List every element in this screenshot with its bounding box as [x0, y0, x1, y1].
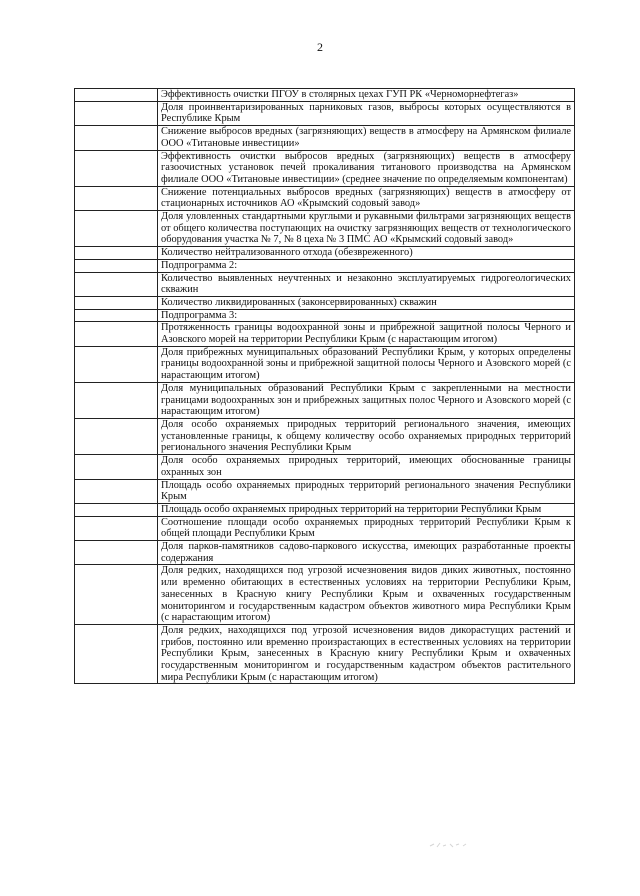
- indicator-cell: Количество выявленных неучтенных и незаконно эксплуатируемых гидрогеологических скважин: [158, 272, 575, 296]
- table-row: [75, 150, 575, 186]
- indicator-cell: Количество нейтрализованного отхода (обезвреженного): [158, 247, 575, 260]
- indicator-cell: Доля парков-памятников садово-паркового искусства, имеющих разработанные проекты содержания: [158, 541, 575, 565]
- empty-cell: [75, 516, 158, 540]
- empty-cell: [75, 259, 158, 272]
- indicator-cell: Доля проинвентаризированных парниковых газов, выбросы которых осуществляются в Республике Крым: [158, 101, 575, 125]
- indicator-cell: Эффективность очистки ПГОУ в столярных цехах ГУП РК «Черноморнефтегаз»: [158, 89, 575, 102]
- indicator-cell: Соотношение площади особо охраняемых природных территорий Республики Крым к общей площади Республики Крым: [158, 516, 575, 540]
- empty-cell: [75, 503, 158, 516]
- table-row: [75, 565, 575, 625]
- empty-cell: [75, 186, 158, 210]
- empty-cell: [75, 101, 158, 125]
- subprogram-heading: Подпрограмма 3:: [158, 309, 575, 322]
- table-row: [75, 309, 575, 322]
- table-row: [75, 101, 575, 125]
- table-row: [75, 455, 575, 479]
- empty-cell: [75, 272, 158, 296]
- empty-cell: [75, 418, 158, 454]
- table-row: [75, 211, 575, 247]
- indicator-table: [74, 88, 575, 684]
- table-row: [75, 259, 575, 272]
- empty-cell: [75, 455, 158, 479]
- empty-cell: [75, 479, 158, 503]
- table-row: [75, 126, 575, 150]
- table-row: [75, 541, 575, 565]
- indicator-cell: Эффективность очистки выбросов вредных (загрязняющих) веществ в атмосферу газоочистных установок печей прокаливания титанового производства на Армянском филиале ООО «Титановые инвестиции» (среднее значение по определяемым компонентам): [158, 150, 575, 186]
- indicator-cell: Снижение потенциальных выбросов вредных (загрязняющих) веществ в атмосферу от стационарных источников АО «Крымский содовый завод»: [158, 186, 575, 210]
- empty-cell: [75, 382, 158, 418]
- indicator-cell: Площадь особо охраняемых природных территорий на территории Республики Крым: [158, 503, 575, 516]
- indicator-cell: Доля особо охраняемых природных территорий, имеющих обоснованные границы охранных зон: [158, 455, 575, 479]
- indicator-cell: Доля редких, находящихся под угрозой исчезновения видов дикорастущих растений и грибов, постоянно или временно произрастающих в естественных условиях на территории Республики Крым, занесенных в Красную книгу Республики Крым и охваченных государственным мониторингом и государственным кадастром объектов растительного мира Республики Крым (с нарастающим итогом): [158, 624, 575, 684]
- indicator-cell: Количество ликвидированных (законсервированных) скважин: [158, 296, 575, 309]
- table-row: [75, 479, 575, 503]
- table-row: [75, 516, 575, 540]
- table-row: [75, 624, 575, 684]
- table-row: [75, 247, 575, 260]
- empty-cell: [75, 565, 158, 625]
- empty-cell: [75, 309, 158, 322]
- indicator-cell: Доля особо охраняемых природных территорий регионального значения, имеющих установленные границы, к общему количеству особо охраняемых природных территорий регионального значения Республики Крым: [158, 418, 575, 454]
- table-row: [75, 382, 575, 418]
- subprogram-heading: Подпрограмма 2:: [158, 259, 575, 272]
- empty-cell: [75, 624, 158, 684]
- table-row: [75, 322, 575, 346]
- empty-cell: [75, 126, 158, 150]
- empty-cell: [75, 150, 158, 186]
- scan-artifact: [428, 838, 472, 852]
- empty-cell: [75, 247, 158, 260]
- indicator-cell: Снижение выбросов вредных (загрязняющих) веществ в атмосферу на Армянском филиале ООО «Титановые инвестиции»: [158, 126, 575, 150]
- empty-cell: [75, 541, 158, 565]
- empty-cell: [75, 89, 158, 102]
- table-row: [75, 296, 575, 309]
- empty-cell: [75, 296, 158, 309]
- empty-cell: [75, 322, 158, 346]
- page-number: 2: [317, 40, 323, 54]
- indicator-cell: Доля уловленных стандартными круглыми и рукавными фильтрами загрязняющих веществ от общего количества поступающих на очистку загрязняющих веществ от технологического оборудования участка № 7, № 8 цеха № 3 ПМС АО «Крымский содовый завод»: [158, 211, 575, 247]
- table-row: [75, 346, 575, 382]
- indicator-cell: Протяженность границы водоохранной зоны и прибрежной защитной полосы Черного и Азовского морей на территории Республики Крым (с нарастающим итогом): [158, 322, 575, 346]
- table-row: [75, 272, 575, 296]
- table-row: [75, 418, 575, 454]
- empty-cell: [75, 346, 158, 382]
- indicator-cell: Доля редких, находящихся под угрозой исчезновения видов диких животных, постоянно или временно обитающих в естественных условиях на территории Республики Крым, занесенных в Красную книгу Республики Крым и охваченных государственным мониторингом и государственным кадастром объектов животного мира Республики Крым (с нарастающим итогом): [158, 565, 575, 625]
- indicator-cell: Площадь особо охраняемых природных территорий регионального значения Республики Крым: [158, 479, 575, 503]
- empty-cell: [75, 211, 158, 247]
- table-row: [75, 186, 575, 210]
- table-row: [75, 89, 575, 102]
- indicator-cell: Доля муниципальных образований Республики Крым с закрепленными на местности границами водоохранных зон и прибрежных защитных полос Черного и Азовского морей (с нарастающим итогом): [158, 382, 575, 418]
- indicator-cell: Доля прибрежных муниципальных образований Республики Крым, у которых определены границы водоохранной зоны и прибрежной защитной полосы Черного и Азовского морей (с нарастающим итогом): [158, 346, 575, 382]
- table-row: [75, 503, 575, 516]
